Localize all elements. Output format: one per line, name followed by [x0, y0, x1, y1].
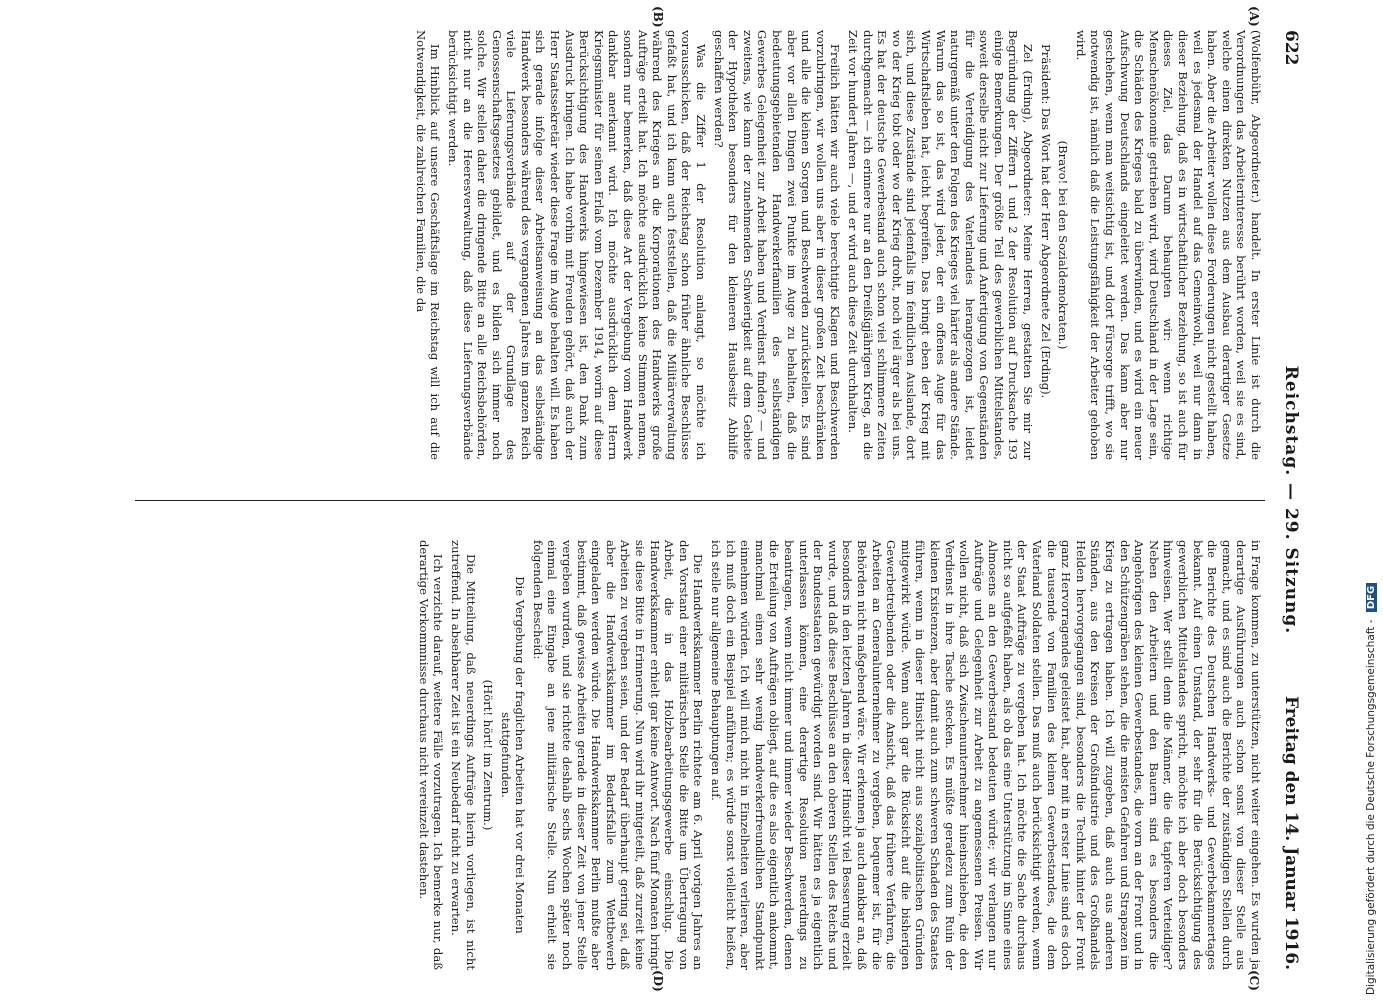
- paragraph: (Hört! hört! im Zentrum.): [481, 679, 496, 831]
- paragraph: Die Mitteilung, daß neuerdings Aufträge hierin vorliegen, ist nicht zutreffend. In absehbarer Zeit ist ein Neubedarf nicht zu erwarten.: [448, 540, 478, 970]
- page-title: Reichstag. — 29. Sitzung.: [1281, 365, 1301, 635]
- page-number: 622: [1281, 30, 1301, 66]
- right-column: [413, 540, 1263, 970]
- page-date: Freitag den 14. Januar 1916.: [1281, 695, 1301, 970]
- paragraph: Im Hinblick auf unsere Geschäftslage im Reichstag will ich auf die Notwendigkeit, die zahlreichen Familien, die da: [413, 30, 443, 460]
- paragraph: Ich verzichte darauf, weitere Fälle vorzutragen. Ich bemerke nur, daß derartige Vorkommnisse durchaus nicht vereinzelt dastehen.: [416, 540, 446, 970]
- page-header: [1275, 30, 1307, 970]
- credit-text: Digitalisierung gefördert durch die Deutsche Forschungsgemeinschaft -: [1365, 619, 1377, 995]
- digitization-credit: [1365, 5, 1377, 995]
- document-page: [75, 0, 1325, 1000]
- paragraph: Was die Ziffer 1 der Resolution anlangt, so möchte ich vorausschicken, daß der Reichstag schon früher ähnliche Beschlüsse gefaßt hat, und ich kann auch feststellen, daß die Militärverwaltung während des Krieges an die Korporationen des Handwerks große Aufträge erteilt hat. Ich möchte ausdrücklich keine Stimmen nennen, sondern nur bemerken, daß diese Art der Vergebung vom Handwerk dankbar anerkannt wird. Ich möchte ausdrücklich dem Herrn Kriegsminister für seinen Erlaß vom Dezember 1914, worin auf diese Berücksichtigung des Handwerks hingewiesen ist, den Dank zum Ausdruck bringen. Ich habe vorhin mit Freuden gehört, daß auch der Herr Staatssekretär wieder diese Frage im Auge behalten will. Es haben sich gerade infolge dieser Arbeitsanweisung an das selbständige Handwerk besonders während des vergangenen Jahres im ganzen Reich viele Lieferungsverbände auf der Grundlage des Genossenschaftsgesetzes gebildet, und es bilden sich immer noch solche. Wir stellen daher die dringende Bitte an alle Reichsbehörden, nicht nur an die Heeresverwaltung, daß diese Lieferungsverbände berücksichtigt werden.: [445, 30, 709, 460]
- margin-marker-a: (A): [1247, 6, 1261, 27]
- paragraph: Zel (Erding), Abgeordneter: Meine Herren, gestatten Sie mir zur Begründung der Ziffern 1 und 2 der Resolution auf Drucksache 193 einige Bemerkungen. Der größte Teil des gewerblichen Mittelstandes, soweit derselbe nicht zur Lieferung und Anfertigung von Gegenständen für die Verteidigung des Vaterlandes herangezogen ist, leidet naturgemäß unter den Folgen des Krieges viel härter als andere Stände. Warum das so ist, das wird jeder, der ein offenes Auge für das Wirtschaftsleben hat, leicht begreifen. Das bringt eben der Krieg mit sich, und diese Zustände sind jedenfalls im feindlichen Auslande, dort wo der Krieg tobt oder wo der Krieg droht, noch viel ärger als bei uns. Es hat der deutsche Gewerbestand auch schon viel schlimmere Zeiten durchgemacht — ich erinnere nur an den Dreißigjährigen Krieg, an die Zeit vor hundert Jahren —, und er wird auch diese Zeit durchhalten.: [845, 30, 1036, 460]
- paragraph: (Bravo! bei den Sozialdemokraten.): [1056, 140, 1071, 350]
- paragraph: Präsident: Das Wort hat der Herr Abgeordnete Zel (Erding).: [1038, 44, 1053, 399]
- paragraph: Freilich hätten wir auch viele berechtigte Klagen und Beschwerden vorzubringen, wir wollen uns aber in dieser großen Zeit beschränken und alle die kleinen Sorgen und Beschwerden zurückstellen. Es sind aber vor allen Dingen zwei Punkte im Auge zu behalten, daß die bedeutungsgebietenden Handwerkerfamilien des selbständigen Gewerbes Gelegenheit zur Arbeit haben und Verdienst finden? — und zweitens, wie kann der zunehmenden Schwierigkeit auf dem Gebiete der Hypotheken besonders für den kleineren Hausbesitz Abhilfe geschaffen werden?: [711, 30, 843, 460]
- dfg-logo: DFG: [1366, 583, 1377, 612]
- paragraph: (Wolfenbühr, Abgeordneter.) handelt. In erster Linie ist durch die Verordnungen das Arbeiterinteresse berührt worden, weil sie es sind, welche einen direkten Nutzen aus dem Ausbau derartiger Gesetze haben. Aber die Arbeiter wollen diese Forderungen nicht gestellt haben, weil es jedesmal der Handel auf das Gemeinwohl, weil nur dann in dieser Beziehung, daß es in wirtschaftlicher Beziehung, so ist auch für dieses Ziel, das Darum behaupten wir: wenn richtige Menschenökonomie getrieben wird, wird Deutschland in der Lage sein, die Schäden des Krieges bald zu überwinden, und es wird ein neuer Aufschwung Deutschlands eingeleitet werden. Das kann aber nur geschehen, wenn man weitsichtig ist, und dort Fürsorge trifft, wo sie notwendig ist, nämlich daß die Leistungsfähigkeit der Arbeiter gehoben wird.: [1073, 30, 1263, 460]
- margin-marker-d: (D): [651, 970, 665, 992]
- left-column: [410, 30, 1263, 460]
- paragraph: Die Vergebung der fraglichen Arbeiten hat vor drei Monaten stattgefunden.: [498, 576, 528, 934]
- paragraph: Die Handwerkskammer Berlin richtete am 6. April vorigen Jahres an den Vorstand einer militärischen Stelle die Bitte um Übertragung von Arbeit, die in das Holzbearbeitungsgewerbe einschlug. Die Handwerkskammer erhielt gar keine Antwort. Nach fünf Monaten bringt sie diese Bitte in Erinnerung. Nun wird ihr mitgeteilt, daß zurzeit keine Arbeiten zu vergeben seien, und der Bedarf überhaupt gering sei, daß aber die Handwerkskammer im Bedarfsfalle zum Wettbewerb eingeladen werden würde. Die Handwerkskammer Berlin mußte aber bestimmt, daß gewisse Arbeiten gerade in dieser Zeit von jener Stelle vergeben wurden, und sie richtete deshalb sechs Wochen später noch einmal eine Eingabe an jene militärische Stelle. Nun erhielt sie folgenden Bescheid:: [530, 540, 706, 970]
- margin-marker-b: (B): [651, 6, 665, 28]
- margin-marker-c: (C): [1247, 970, 1261, 991]
- paragraph: in Frage kommen, zu unterstützen, nicht weiter eingehen. Es wurden ja derartige Ausführungen auch schon sonst von dieser Stelle aus gemacht, und es sind auch die Berichte der zuständigen Stellen durch die Berichte des Deutschen Handwerks- und Gewerbekammertages bekannt. Auf einen Umstand, der sehr für die Berücksichtigung des gewerblichen Mittelstandes spricht, möchte ich aber doch besonders hinweisen. Wer stellt denn die Männer, die die tapferen Verteidiger? Neben den Arbeitern und den Bauern sind es besonders die Angehörigen des kleinen Gewerbestandes, die vorn an der Front und in den Schützengräben stehen, die die meisten Gefahren und Strapazen im Krieg zu ertragen haben. Ich will zugeben, daß auch aus anderen Ständen, aus den Kreisen der Großindustrie und des Großhandels Helden hervorgegangen sind, besonders die Technik hinter der Front ganz Hervorragendes geleistet hat, aber mit in erster Linie sind es doch die tausende von Familien des kleinen Gewerbestandes, die dem Vaterland Soldaten stellen. Das muß auch berücksichtigt werden, wenn der Staat Aufträge zu vergeben hat. Ich möchte die Sache durchaus nicht so aufgefaßt haben, als ob das eine Unterstützung im Sinne eines Almosens an den Gewerbestand bedeuten würde; wir verlangen nur Aufträge und Gelegenheit zur Arbeit zu angemessenen Preisen. Wir wollen nicht, daß sich Zwischenunternehmer hineinschieben, die den Verdienst in ihre Tasche stecken. Es müßte geradezu zum Ruin der kleinen Existenzen, aber damit auch zum schweren Schaden des Staates führen, wenn in dieser Hinsicht nicht aus sozialpolitischen Gründen mitgewirkt würde. Wenn auch gar die Rücksicht auf die bisherigen Gewerbetreibenden oder die Ansicht, daß das frühere Verfahren, die Arbeiten an Generalunternehmer zu vergeben, bequemer ist, für die Behörden nicht maßgebend wäre. Wir erkennen ja auch dankbar an, daß besonders in den letzten Jahren in dieser Hinsicht viel Besserung erzielt wurde, und daß diese Beschlüsse an den oberen Stellen des Reichs und der Bundesstaaten gewürdigt worden sind. Wir hätten es ja eigentlich unterlassen können, eine derartige Resolution neuerdings zu beantragen, wenn nicht immer und immer wieder Beschwerden, denen die Erteilung von Aufträgen obliegt, auf die es also eigentlich ankommt, manchmal einen sehr wenig handwerkerfreundlichen Standpunkt einnehmen würden. Ich will mich nicht in Einzelheiten verlieren, aber ich muß doch ein Beispiel anführen; es würde sonst vielleicht heißen, ich stelle nur allgemeine Behauptungen auf.: [709, 540, 1263, 970]
- column-divider: [135, 500, 1265, 501]
